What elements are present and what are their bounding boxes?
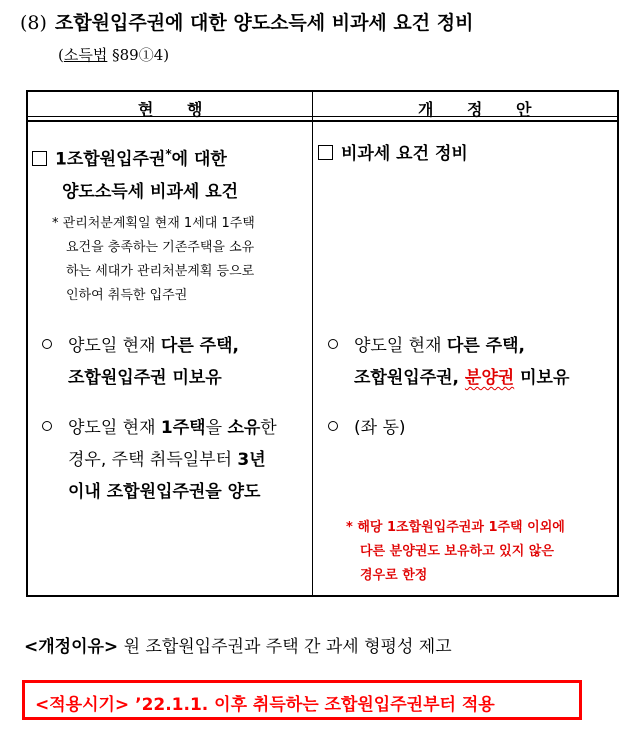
current-heading <box>32 138 238 208</box>
ref-law-name: 소득법 <box>63 46 108 64</box>
revised-item-2 <box>328 412 406 444</box>
circle-bullet-icon <box>42 339 52 349</box>
text: 경우, 주택 취득일부터 <box>68 450 238 470</box>
checkbox-square-icon <box>318 145 333 160</box>
note-line: 경우로 한정 <box>360 568 428 583</box>
revised-item-1 <box>328 330 569 394</box>
ref-article: §89①4) <box>107 46 170 64</box>
current-item-1 <box>42 330 239 394</box>
note-line: * 해당 1조합원입주권과 1주택 이외에 <box>346 520 565 535</box>
text-bold: 조합원입주권 미보유 <box>68 368 222 388</box>
reason-label: <개정이유> <box>24 637 119 657</box>
text-bold: 3년 <box>237 450 266 470</box>
column-divider <box>312 92 313 595</box>
highlight-red: 분양권 <box>464 368 515 388</box>
footnote-line: 인하여 취득한 입주권 <box>66 288 188 303</box>
text-bold: 다른 주택, <box>446 336 525 356</box>
current-item-2 <box>42 412 277 508</box>
circle-bullet-icon <box>328 339 338 349</box>
text: (좌 동) <box>354 418 406 438</box>
revised-note <box>346 516 565 588</box>
text-bold: 1주택 <box>160 418 206 438</box>
reason-text: 원 조합원입주권과 주택 간 과세 형평성 제고 <box>118 637 452 657</box>
current-heading-text-a: 1조합원입주권 <box>55 149 166 170</box>
footnote-line: 하는 세대가 관리처분계획 등으로 <box>66 264 255 279</box>
text: 양도일 현재 <box>354 336 447 356</box>
text: 한 <box>260 418 277 438</box>
text-bold: 조합원입주권, <box>354 368 465 388</box>
text-bold: 미보유 <box>514 368 570 388</box>
current-heading-text-b: 에 대한 <box>171 149 227 170</box>
apply-label: <적용시기> <box>35 695 130 715</box>
text: 양도일 현재 <box>68 418 161 438</box>
checkbox-square-icon <box>32 151 47 166</box>
section-number: (8) <box>20 12 47 34</box>
revised-heading <box>318 138 468 170</box>
current-heading-line2: 양도소득세 비과세 요건 <box>62 181 239 202</box>
text-bold: 이내 조합원입주권을 양도 <box>68 482 261 502</box>
footnote-line: 요건을 충족하는 기존주택을 소유 <box>66 240 255 255</box>
section-title <box>20 8 473 35</box>
header-current: 현 행 <box>138 100 217 119</box>
footnote-line: * 관리처분계획일 현재 1세대 1주택 <box>52 216 255 231</box>
header-revised: 개 정 안 <box>418 100 546 119</box>
table-header <box>28 92 617 122</box>
revision-reason <box>24 632 452 657</box>
circle-bullet-icon <box>328 421 338 431</box>
apply-text: ’22.1.1. 이후 취득하는 조합원입주권부터 적용 <box>129 695 495 715</box>
footnote-star: * <box>165 147 172 161</box>
application-period-box <box>22 680 582 720</box>
text: 양도일 현재 <box>68 336 161 356</box>
current-footnote <box>52 212 255 308</box>
section-title-text: 조합원입주권에 대한 양도소득세 비과세 요건 정비 <box>54 12 474 34</box>
comparison-table <box>26 90 619 597</box>
revised-heading-text: 비과세 요건 정비 <box>341 144 468 164</box>
text-bold: 다른 주택, <box>160 336 239 356</box>
law-reference <box>58 44 169 65</box>
circle-bullet-icon <box>42 421 52 431</box>
text: 을 <box>205 418 228 438</box>
text-bold: 소유 <box>227 418 261 438</box>
note-line: 다른 분양권도 보유하고 있지 않은 <box>360 544 554 559</box>
ref-open: ( <box>58 46 64 64</box>
